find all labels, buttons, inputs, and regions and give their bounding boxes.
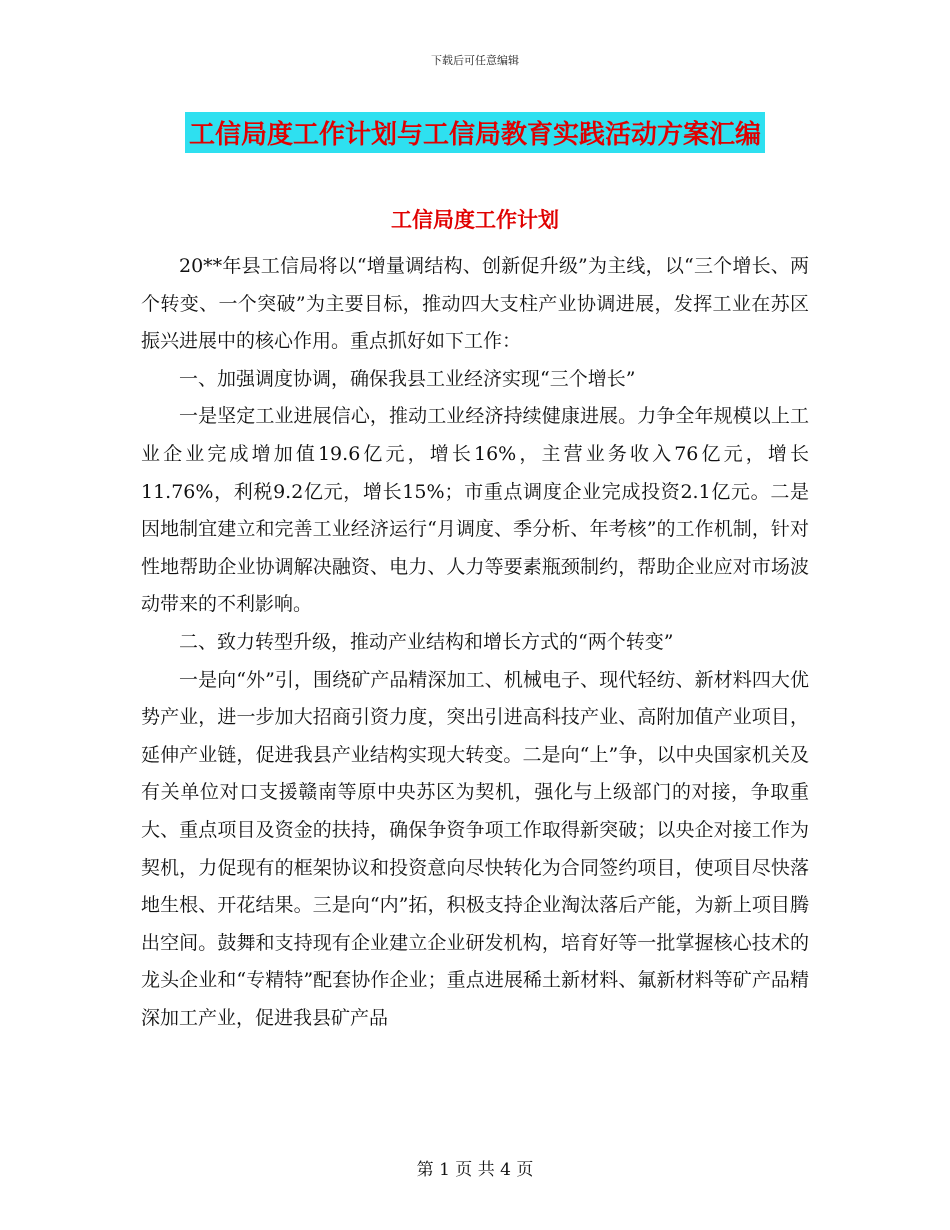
header-note: 下载后可任意编辑 xyxy=(431,54,519,67)
paragraph: 20**年县工信局将以“增量调结构、创新促升级”为主线，以“三个增长、两个转变、一个突破”为主要目标，推动四大支柱产业协调进展，发挥工业在苏区振兴进展中的核心作用。重点抓好如下工作： xyxy=(141,255,809,353)
paragraph: 二、致力转型升级，推动产业结构和增长方式的“两个转变” xyxy=(179,630,674,653)
document-title-text: 工信局度工作计划与工信局教育实践活动方案汇编 xyxy=(185,112,765,153)
paragraph: 一、加强调度协调，确保我县工业经济实现“三个增长” xyxy=(179,367,636,390)
document-body xyxy=(141,248,809,1037)
page-footer: 第 1 页 共 4 页 xyxy=(416,1160,534,1180)
section-title: 工信局度工作计划 xyxy=(391,208,559,232)
paragraph: 一是向“外”引，围绕矿产品精深加工、机械电子、现代轻纺、新材料四大优势产业，进一步加大招商引资力度，突出引进高科技产业、高附加值产业项目，延伸产业链，促进我县产业结构实现大转变。二是向“上”争，以中央国家机关及有关单位对口支援赣南等原中央苏区为契机，强化与上级部门的对接，争取重大、重点项目及资金的扶持，确保争资争项工作取得新突破；以央企对接工作为契机，力促现有的框架协议和投资意向尽快转化为合同签约项目，使项目尽快落地生根、开花结果。三是向“内”拓，积极支持企业淘汰落后产能，为新上项目腾出空间。鼓舞和支持现有企业建立企业研发机构，培育好等一批掌握核心技术的龙头企业和“专精特”配套协作企业；重点进展稀土新材料、氟新材料等矿产品精深加工产业，促进我县矿产品 xyxy=(141,668,809,1029)
paragraph: 一是坚定工业进展信心，推动工业经济持续健康进展。力争全年规模以上工业企业完成增加值19.6亿元，增长16%，主营业务收入76亿元，增长11.76%，利税9.2亿元，增长15%；市重点调度企业完成投资2.1亿元。二是因地制宜建立和完善工业经济运行“月调度、季分析、年考核”的工作机制，针对性地帮助企业协调解决融资、电力、人力等要素瓶颈制约，帮助企业应对市场波动带来的不利影响。 xyxy=(141,405,809,616)
document-title xyxy=(0,112,950,153)
